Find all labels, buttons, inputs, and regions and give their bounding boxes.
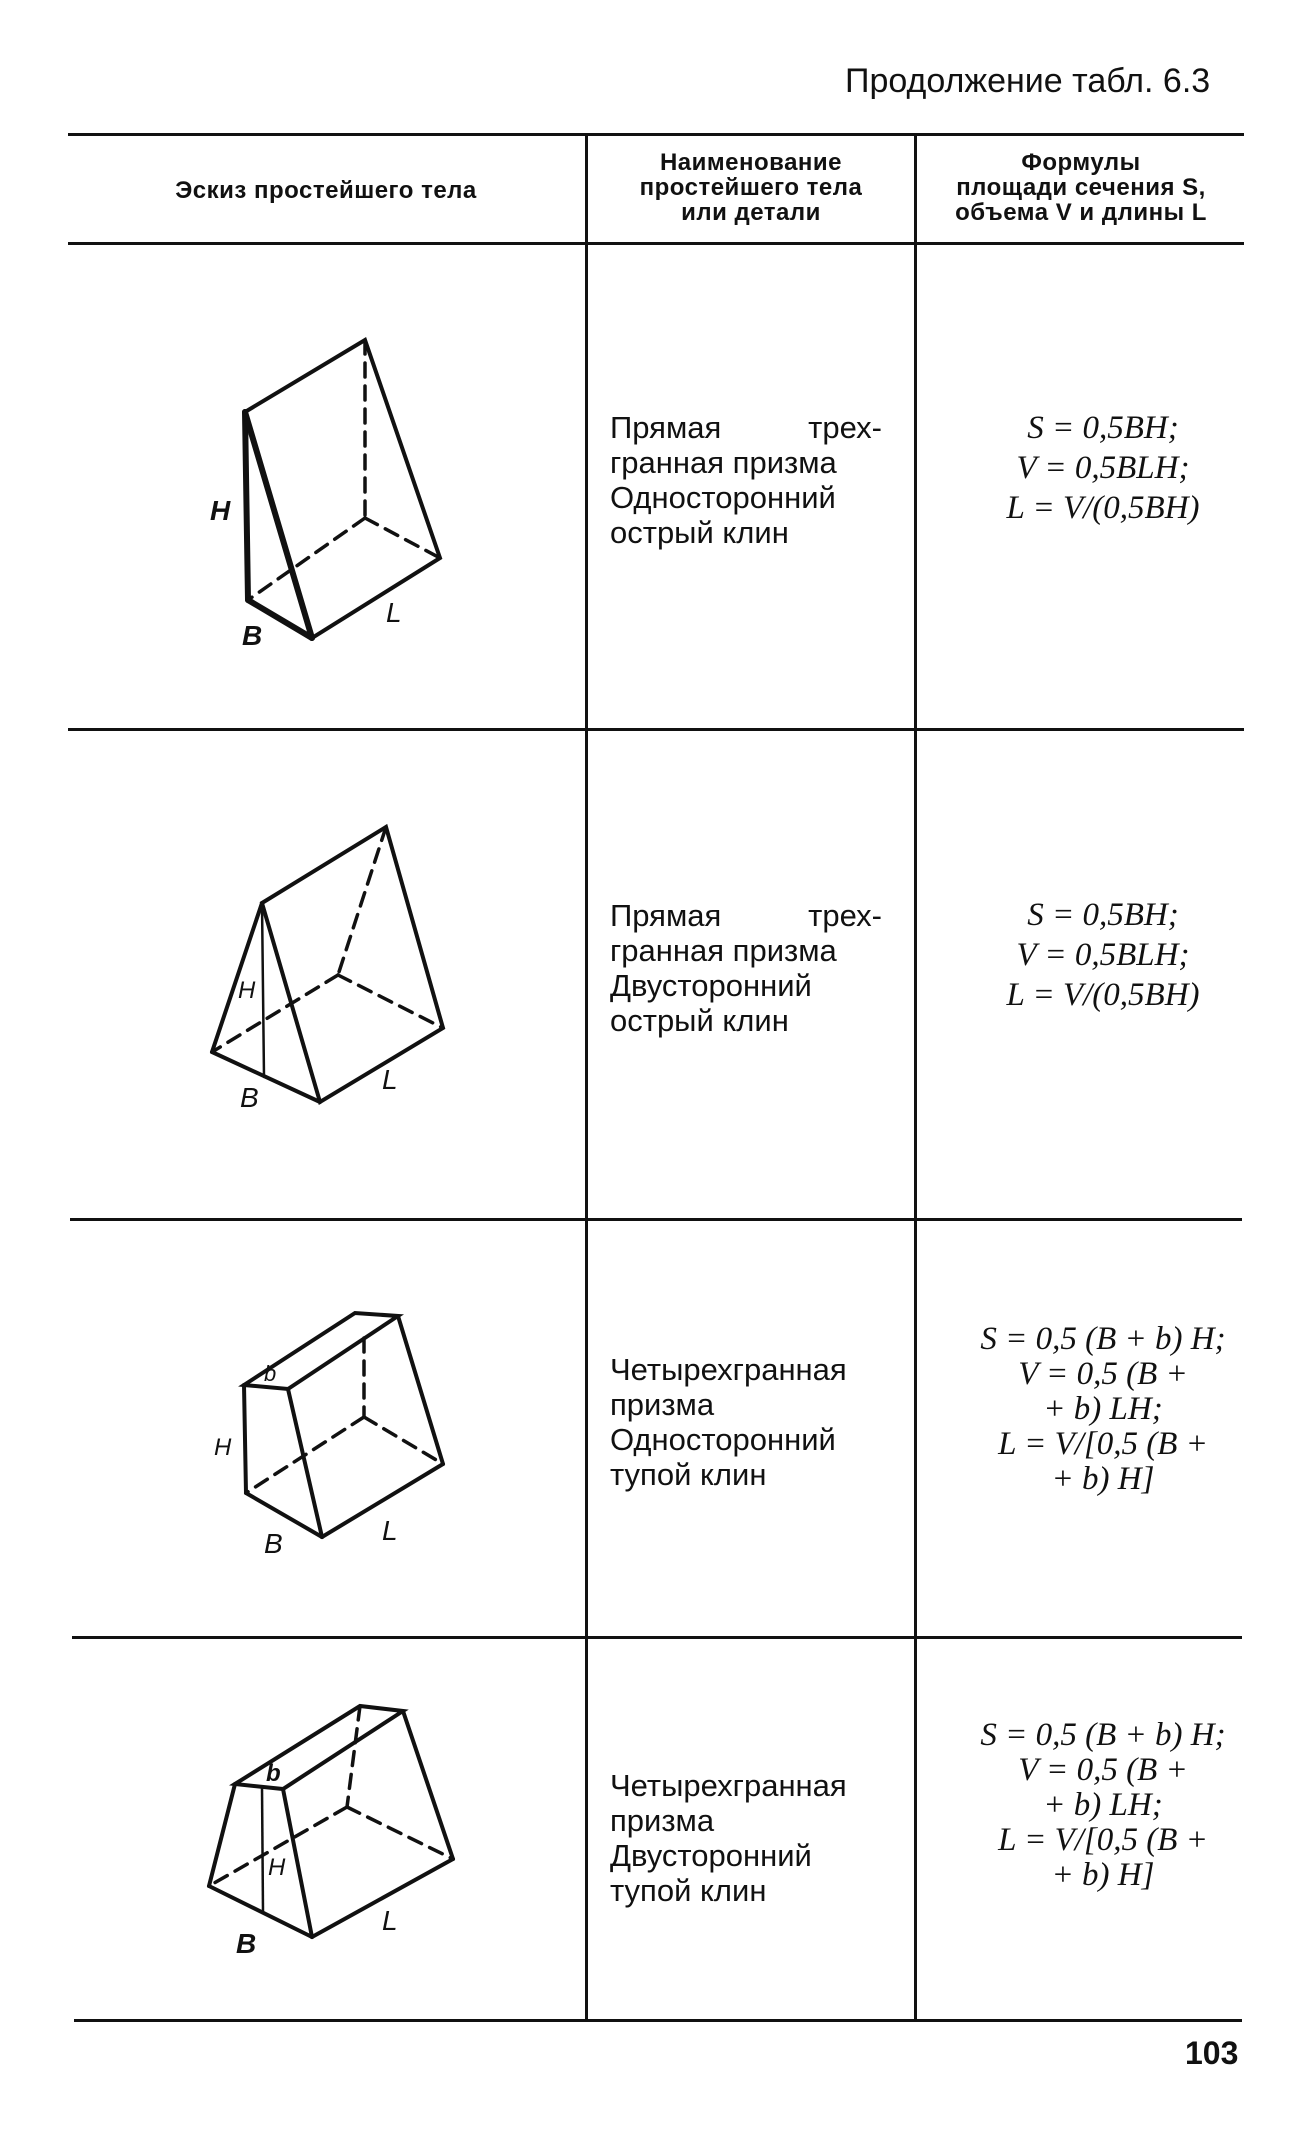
base-label: B xyxy=(264,1528,283,1559)
formulas: S = 0,5 (B + b) H; V = 0,5 (B + + b) LH; L = V/[0,5 (B + + b) H] xyxy=(980,1717,1226,1893)
length-label: L xyxy=(382,1905,398,1936)
table-top-rule xyxy=(68,133,1244,136)
body-name: Четырехгранная призма Односторонний тупой клин xyxy=(610,1352,847,1492)
row-3-bottom-rule xyxy=(72,1636,1242,1639)
height-label: H xyxy=(238,977,256,1004)
row-1-bottom-rule xyxy=(68,728,1244,731)
height-label: H xyxy=(268,1854,286,1881)
length-label: L xyxy=(382,1515,398,1546)
height-label: H xyxy=(214,1434,232,1461)
header-sketch-column: Эскиз простейшего тела xyxy=(175,177,477,204)
header-bottom-rule xyxy=(68,242,1244,245)
page-number: 103 xyxy=(1185,2035,1239,2071)
formulas: S = 0,5 (B + b) H; V = 0,5 (B + + b) LH; L = V/[0,5 (B + + b) H] xyxy=(980,1321,1226,1497)
body-name: Прямая трех- гранная призма Двусторонний острый клин xyxy=(610,898,882,1038)
body-name: Прямая трех- гранная призма Односторонний острый клин xyxy=(610,410,882,550)
table-continuation-caption: Продолжение табл. 6.3 xyxy=(845,62,1211,100)
two-sided-blunt-wedge-sketch xyxy=(200,1695,470,1959)
height-label: H xyxy=(210,495,231,526)
two-sided-sharp-wedge-sketch xyxy=(200,815,500,1135)
column-divider-2 xyxy=(914,135,917,2019)
header-formula-column: Формулы площади сечения S, объема V и длины L xyxy=(955,149,1207,226)
top-width-label: b xyxy=(266,1760,281,1787)
formulas: S = 0,5BH; V = 0,5BLH; L = V/(0,5BH) xyxy=(1006,897,1200,1013)
header-name-column: Наименование простейшего тела или детали xyxy=(639,149,863,226)
table-bottom-rule xyxy=(74,2019,1242,2022)
top-width-label: b xyxy=(264,1361,277,1386)
one-sided-sharp-wedge-sketch xyxy=(200,320,500,660)
length-label: L xyxy=(386,597,402,628)
formulas: S = 0,5BH; V = 0,5BLH; L = V/(0,5BH) xyxy=(1006,410,1200,526)
row-2-bottom-rule xyxy=(70,1218,1242,1221)
base-label: B xyxy=(236,1928,257,1959)
column-divider-1 xyxy=(585,135,588,2019)
body-name: Четырехгранная призма Двусторонний тупой клин xyxy=(610,1768,847,1908)
length-label: L xyxy=(382,1064,398,1095)
one-sided-blunt-wedge-sketch xyxy=(210,1295,470,1559)
base-label: B xyxy=(240,1082,259,1113)
base-label: B xyxy=(242,620,263,651)
